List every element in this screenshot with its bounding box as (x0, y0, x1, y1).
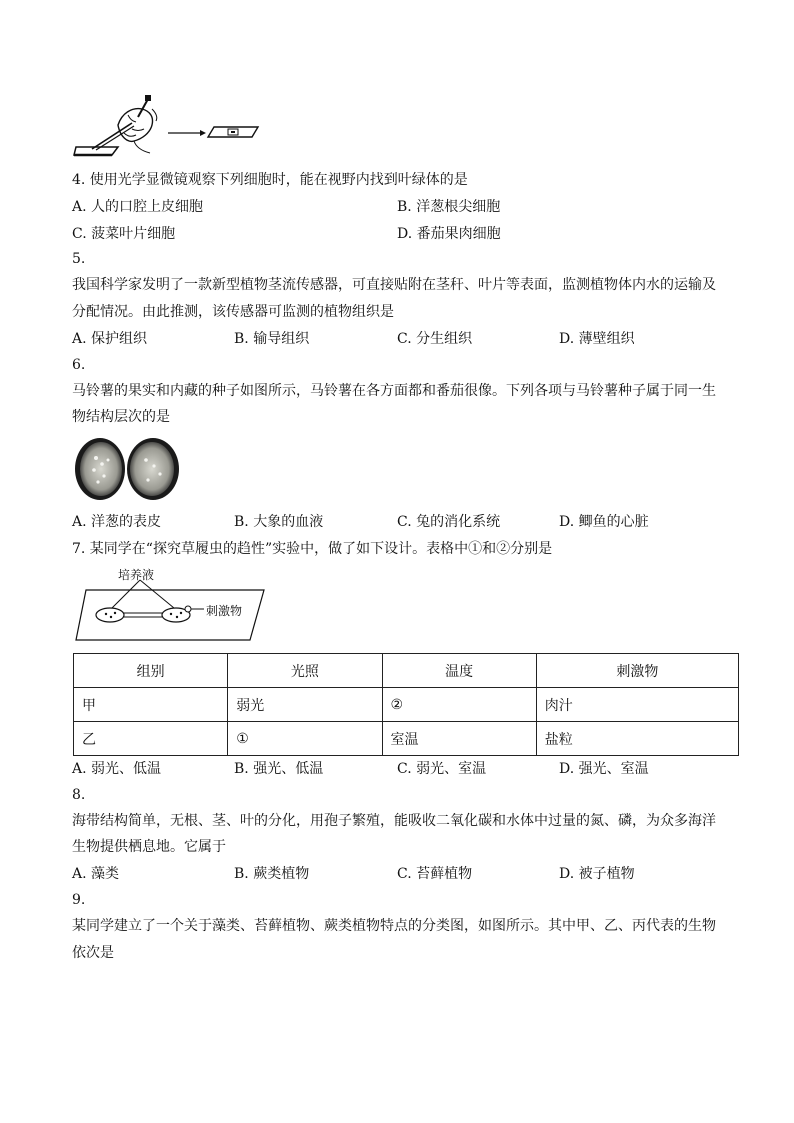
q8-option-b: B. 蕨类植物 (234, 866, 310, 882)
q4-option-d: D. 番茄果肉细胞 (397, 226, 501, 242)
q5-option-d: D. 薄壁组织 (559, 331, 635, 347)
potato-fruit-photo (74, 436, 180, 502)
q5-number: 5. (72, 251, 86, 267)
table-header-group: 组别 (74, 654, 228, 688)
table-row (74, 688, 739, 722)
q4-option-c: C. 菠菜叶片细胞 (72, 226, 176, 242)
table-header-temperature: 温度 (382, 654, 536, 688)
q6-option-a: A. 洋葱的表皮 (72, 514, 162, 530)
q7-option-c: C. 弱光、室温 (397, 761, 487, 777)
table-row (74, 722, 739, 756)
slide-preparation-figure (72, 95, 262, 160)
q4-option-a: A. 人的口腔上皮细胞 (72, 199, 204, 215)
table-header-light: 光照 (228, 654, 382, 688)
q6-option-d: D. 鲫鱼的心脏 (559, 514, 649, 530)
q7-option-d: D. 强光、室温 (559, 761, 649, 777)
q4-option-b: B. 洋葱根尖细胞 (397, 199, 501, 215)
q7-option-a: A. 弱光、低温 (72, 761, 162, 777)
table-header-stimulus: 刺激物 (536, 654, 738, 688)
q5-option-b: B. 输导组织 (234, 331, 310, 347)
table-cell: 甲 (74, 688, 228, 722)
q6-stem-line-2: 物结构层次的是 (72, 409, 170, 425)
table-cell: 盐粒 (536, 722, 738, 756)
q7-stem: 7. 某同学在“探究草履虫的趋性”实验中，做了如下设计。表格中①和②分别是 (72, 541, 553, 557)
q4-stem: 4. 使用光学显微镜观察下列细胞时，能在视野内找到叶绿体的是 (72, 172, 468, 188)
q8-stem-line-1: 海带结构简单，无根、茎、叶的分化，用孢子繁殖，能吸收二氧化碳和水体中过量的氮、磷，为众多海洋 (72, 813, 716, 829)
q7-design-table (73, 653, 739, 756)
q5-stem-line-1: 我国科学家发明了一款新型植物茎流传感器，可直接贴附在茎秆、叶片等表面，监测植物体内水的运输及 (72, 277, 716, 293)
table-cell: 肉汁 (536, 688, 738, 722)
table-header-row (74, 654, 739, 688)
q7-option-b: B. 强光、低温 (234, 761, 324, 777)
q8-option-c: C. 苔藓植物 (397, 866, 473, 882)
q6-stem-line-1: 马铃薯的果实和内藏的种子如图所示，马铃薯在各方面都和番茄很像。下列各项与马铃薯种子属于同一生 (72, 383, 716, 399)
table-cell: ① (228, 722, 382, 756)
q9-stem-line-2: 依次是 (72, 945, 114, 961)
q6-number: 6. (72, 357, 86, 373)
q9-number: 9. (72, 892, 86, 908)
culture-medium-label: 培养液 (118, 568, 155, 582)
q5-stem-line-2: 分配情况。由此推测，该传感器可监测的植物组织是 (72, 304, 394, 320)
q8-option-a: A. 藻类 (72, 866, 120, 882)
paramecium-experiment-figure (74, 566, 274, 646)
q6-option-b: B. 大象的血液 (234, 514, 324, 530)
table-cell: 室温 (382, 722, 536, 756)
table-cell: ② (382, 688, 536, 722)
q8-option-d: D. 被子植物 (559, 866, 635, 882)
q5-option-c: C. 分生组织 (397, 331, 473, 347)
q8-stem-line-2: 生物提供栖息地。它属于 (72, 839, 226, 855)
q5-option-a: A. 保护组织 (72, 331, 148, 347)
table-cell: 弱光 (228, 688, 382, 722)
table-cell: 乙 (74, 722, 228, 756)
q8-number: 8. (72, 787, 86, 803)
stimulus-label: 刺激物 (206, 604, 243, 618)
q9-stem-line-1: 某同学建立了一个关于藻类、苔藓植物、蕨类植物特点的分类图，如图所示。其中甲、乙、丙代表的生物 (72, 918, 716, 934)
q6-option-c: C. 兔的消化系统 (397, 514, 501, 530)
